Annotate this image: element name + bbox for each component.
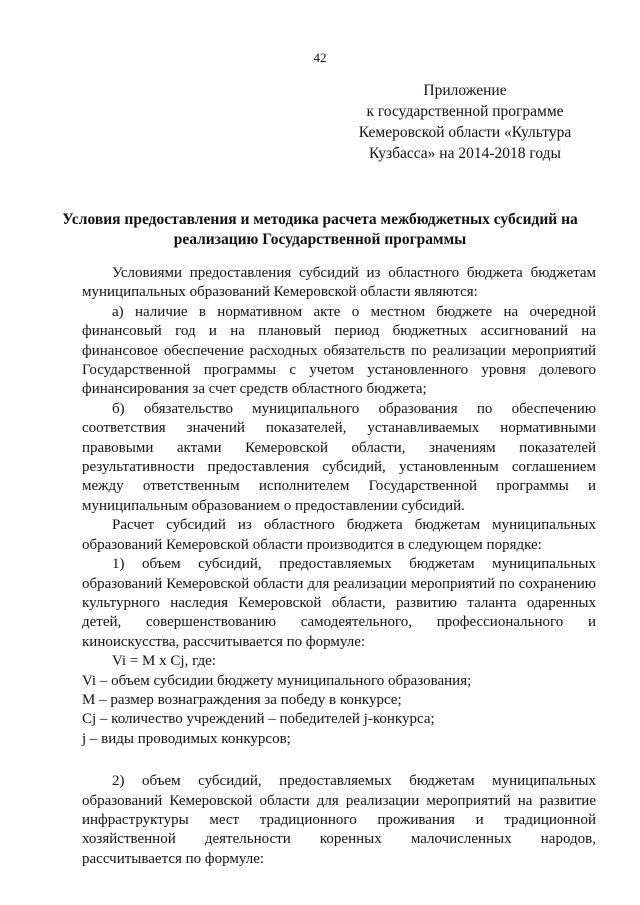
page-number: 42 [313, 50, 327, 65]
document-title [60, 210, 580, 250]
paragraph-condition-b: б) обязательство муниципального образования по обеспечению соответствия значений показателей, устанавливаемых нормативными правовыми актами Кемеровской области, значениям показателей результативности предоставления субсидий, установленным соглашением между ответственным исполнителем Государственной программы и муниципальным образованием о предоставлении субсидий. [82, 400, 596, 514]
definition-item: M – размер вознаграждения за победу в конкурсе; [82, 691, 402, 708]
definition-item: j – виды проводимых конкурсов; [82, 730, 291, 747]
appendix-line: Приложение [423, 82, 507, 99]
appendix-header [340, 80, 590, 164]
appendix-line: Кемеровской области «Культура [358, 124, 572, 141]
document-body [82, 264, 596, 869]
appendix-line: Кузбасса» на 2014-2018 годы [369, 145, 561, 162]
paragraph-item-2: 2) объем субсидий, предоставляемых бюджетам муниципальных образований Кемеровской области для реализации мероприятий на развитие инфраструктуры мест традиционного проживания и традиционной хозяйственной деятельности коренных малочисленных народов, рассчитывается по формуле: [82, 773, 596, 867]
paragraph-calculation-intro: Расчет субсидий из областного бюджета бюджетам муниципальных образований Кемеровской области производится в следующем порядке: [82, 517, 596, 553]
spacer [82, 749, 596, 772]
paragraph-condition-a: а) наличие в нормативном акте о местном бюджете на очередной финансовый год и на плановый период бюджетных ассигнований на финансовое обеспечение расходных обязательств по реализации мероприятий Государственной программы с учетом установленного уровня долевого финансирования за счет средств областного бюджета; [82, 303, 596, 398]
paragraph-conditions-intro: Условиями предоставления субсидий из областного бюджета бюджетам муниципальных образований Кемеровской области являются: [82, 265, 596, 301]
appendix-line: к государственной программе [366, 103, 564, 120]
formula: Vi = M x Cj, где: [112, 653, 216, 670]
definition-item: Cj – количество учреждений – победителей j-конкурса; [82, 711, 435, 728]
formula-definitions [82, 672, 596, 750]
title-line-2: реализацию Государственной программы [173, 231, 467, 248]
paragraph-item-1: 1) объем субсидий, предоставляемых бюджетам муниципальных образований Кемеровской области для реализации мероприятий по сохранению культурного наследия Кемеровской области, развитию таланта одаренных детей, совершенствованию самодеятельного, профессионального и киноискусства, рассчитывается по формуле: [82, 556, 596, 650]
definition-item: Vi – объем субсидии бюджету муниципального образования; [82, 672, 472, 689]
title-line-1: Условия предоставления и методика расчета межбюджетных субсидий на [62, 211, 578, 228]
